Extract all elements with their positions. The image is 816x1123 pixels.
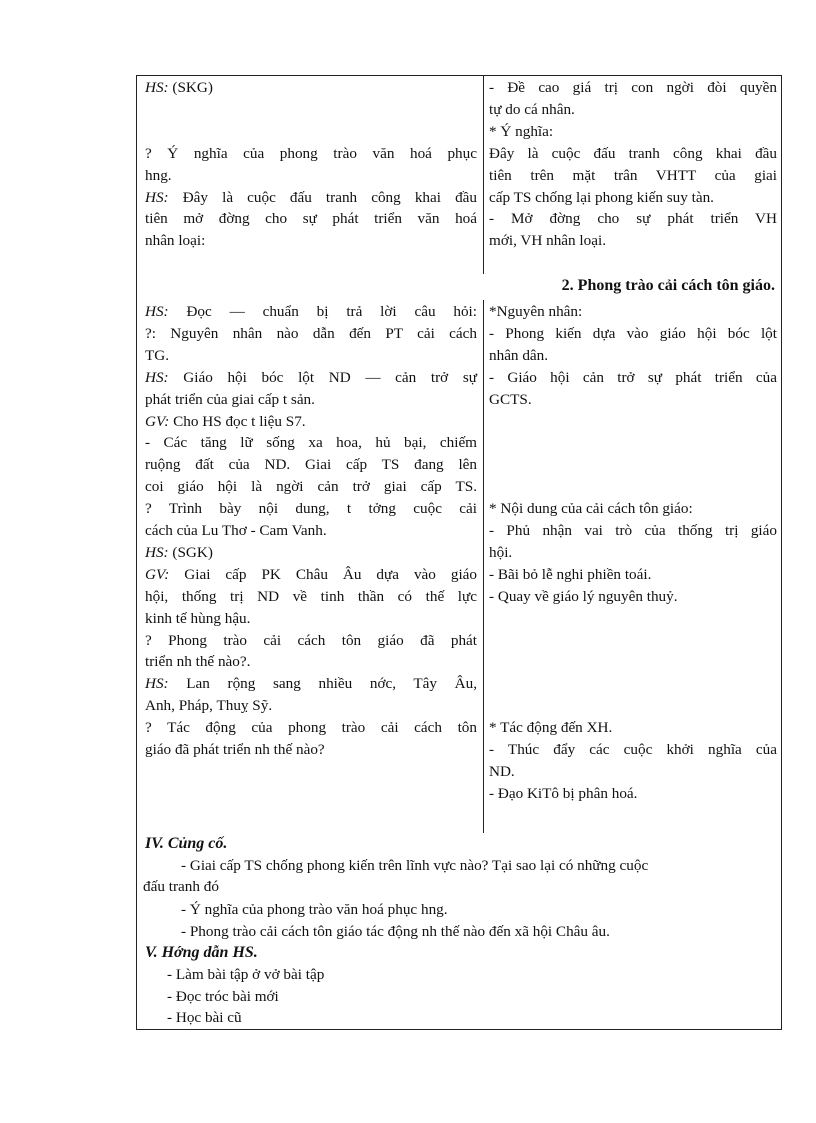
teacher-line-text: ?: Nguyên nhân nào dẫn đến PT cải cách [145,324,477,342]
speaker-label: HS: [145,188,169,206]
speaker-label: HS: [145,79,169,96]
speaker-label: GV: [145,565,170,583]
teacher-line [145,651,477,672]
teacher-line [145,454,477,475]
teacher-line [145,717,477,738]
student-line: - Phủ nhận vai trò của thống trị giáo [489,522,777,539]
teacher-line-text: ruộng đất của ND. Giai cấp TS đang lên [145,456,477,474]
teacher-line [145,230,477,251]
teacher-line-text: triển nh thế nào?. [145,653,251,671]
teacher-line-text: Cho HS đọc t liệu S7. [169,412,306,430]
teacher-line-text: - Các tăng lữ sống xa hoa, hủ bại, chiếm [145,434,477,452]
teacher-line [145,323,477,344]
teacher-line-text: tiên mở đờng cho sự phát triển văn hoá [145,210,477,228]
teacher-line-text: ? Ý nghĩa của phong trào văn hoá phục [145,144,477,162]
speaker-label: HS: [145,675,169,693]
student-line: * Ý nghĩa: [489,122,554,140]
speaker-label: HS: [145,368,169,386]
student-line: ND. [489,762,515,780]
student-line: - Thúc đẩy các cuộc khởi nghĩa của [489,741,777,758]
teacher-line [145,389,477,410]
student-line: - Bãi bỏ lễ nghi phiền toái. [489,565,652,583]
teacher-line [145,301,477,322]
consolidation-question-2: - Ý nghĩa của phong trào văn hoá phục hng. [181,901,448,918]
teacher-line-text: Giáo hội bóc lột ND — cản trở sự [168,368,477,386]
teacher-line [145,165,477,186]
teacher-line [145,77,477,98]
student-line: hội. [489,543,513,561]
consolidation-heading: IV. Củng cố. [145,835,228,852]
column-divider-top [483,76,484,274]
student-line: - Phong kiến dựa vào giáo hội bóc lột [489,324,777,342]
teacher-line-text: cách của Lu Thơ - Cam Vanh. [145,522,327,539]
homework-item-2: - Đọc tróc bài mới [167,988,279,1005]
teacher-line-text: hội, thống trị ND về tinh thần có thế lực [145,587,477,605]
teacher-line-text: Đọc — chuẩn bị trả lời câu hỏi: [168,303,477,320]
student-line: GCTS. [489,390,532,408]
teacher-line-text: Giai cấp PK Châu Âu dựa vào giáo [169,565,477,583]
teacher-line [145,187,477,208]
teacher-line-text: giáo đã phát triển nh thế nào? [145,741,325,758]
homework-item-3: - Học bài cũ [167,1009,242,1026]
teacher-line-text: phát triển của giai cấp t sản. [145,390,315,408]
student-line: tiên trên mặt trân VHTT của giai [489,166,777,184]
teacher-line-text: Đây là cuộc đấu tranh công khai đầu [168,188,477,206]
teacher-line-text: kinh tế hùng hậu. [145,609,251,627]
homework-heading: V. Hớng dẫn HS. [145,944,258,961]
consolidation-question-1-cont: đấu tranh đó [143,878,219,895]
teacher-line [145,564,477,585]
teacher-line-text: coi giáo hội là ngời cản trở giai cấp TS. [145,478,477,496]
teacher-line-text: ? Phong trào cải cách tôn giáo đã phát [145,631,477,649]
teacher-line [145,498,477,519]
teacher-line-text: ? Tác động của phong trào cải cách tôn [145,719,477,737]
student-line: - Đạo KiTô bị phân hoá. [489,784,638,802]
student-line: * Nội dung của cải cách tôn giáo: [489,500,693,518]
student-line: - Đề cao giá trị con ngời đòi quyền [489,79,777,96]
consolidation-question-1: - Giai cấp TS chống phong kiến trên lĩnh vực nào? Tại sao lại có những cuộc [181,857,649,874]
teacher-line-text: TG. [145,346,170,364]
speaker-label: HS: [145,303,169,320]
teacher-line-text: (SGK) [168,543,213,561]
teacher-line [145,367,477,388]
consolidation-question-3: - Phong trào cải cách tôn giáo tác động nh thế nào đến xã hội Châu âu. [181,923,610,940]
teacher-line-text: hng. [145,166,172,184]
section-2-heading: 2. Phong trào cải cách tôn giáo. [561,277,775,294]
teacher-line-text: (SKG) [168,79,213,96]
teacher-line [145,695,477,716]
student-line: - Giáo hội cản trở sự phát triển của [489,368,777,386]
student-line: *Nguyên nhân: [489,303,583,320]
teacher-line [145,432,477,453]
student-line: nhân dân. [489,346,549,364]
teacher-line [145,411,477,432]
student-line: * Tác động đến XH. [489,719,613,737]
teacher-line-text: Lan rộng sang nhiều nớc, Tây Âu, [168,675,477,693]
student-line: mới, VH nhân loại. [489,232,607,250]
column-divider-middle [483,300,484,833]
teacher-line [145,739,477,760]
teacher-line [145,143,477,164]
teacher-line-text: ? Trình bày nội dung, t tởng cuộc cải [145,500,477,518]
homework-item-1: - Làm bài tập ở vở bài tập [167,966,325,983]
teacher-line [145,208,477,229]
speaker-label: GV: [145,412,170,430]
teacher-line-text: nhân loại: [145,232,206,250]
teacher-line [145,673,477,694]
teacher-line [145,542,477,563]
student-line: - Mở đờng cho sự phát triển VH [489,210,777,228]
teacher-line [145,520,477,541]
teacher-line [145,608,477,629]
teacher-line [145,630,477,651]
teacher-line [145,586,477,607]
teacher-line-text: Anh, Pháp, Thuỵ Sỹ. [145,697,273,715]
teacher-line [145,345,477,366]
student-line: - Quay về giáo lý nguyên thuỷ. [489,587,678,605]
speaker-label: HS: [145,543,169,561]
student-line: Đây là cuộc đấu tranh công khai đầu [489,144,777,162]
student-line: tự do cá nhân. [489,100,575,118]
teacher-line [145,476,477,497]
student-line: cấp TS chống lại phong kiến suy tàn. [489,188,714,206]
lesson-table [136,75,782,1030]
